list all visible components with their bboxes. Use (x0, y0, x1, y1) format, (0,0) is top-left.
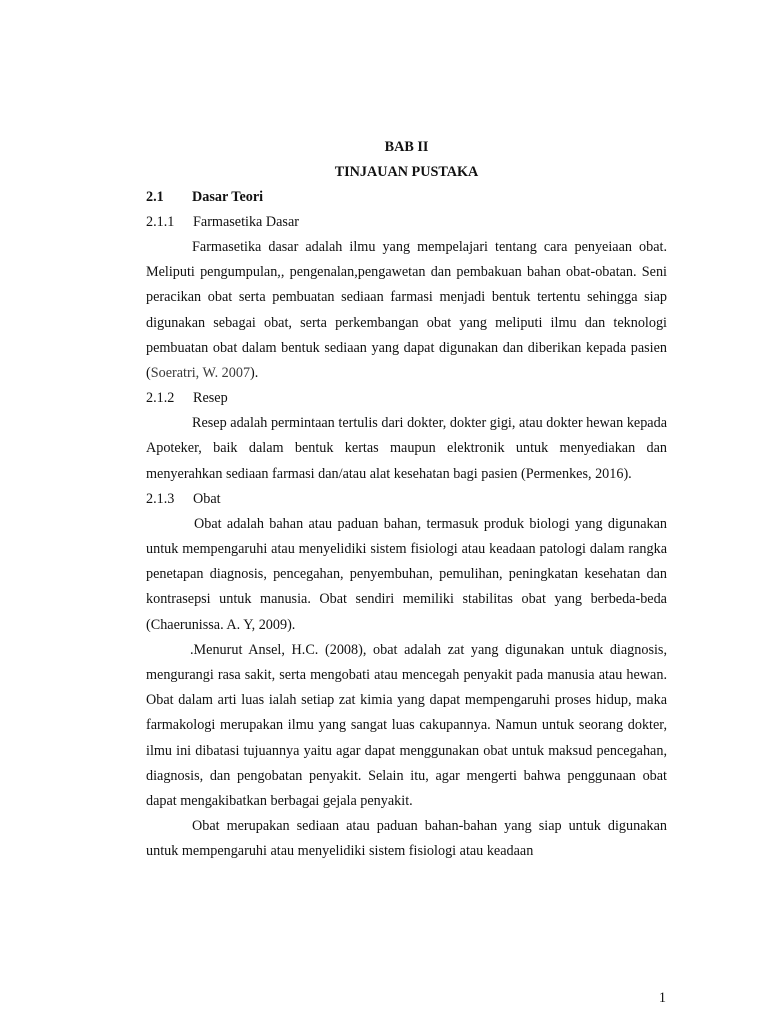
subsection-title: Obat (193, 490, 221, 507)
subsection-number: 2.1.2 (146, 390, 175, 407)
subsection-title: Farmasetika Dasar (193, 214, 299, 230)
paragraph-text: Farmasetika dasar adalah ilmu yang mempelajari tentang cara penyeiaan obat. Meliputi pengumpulan,, pengenalan,pengawetan dan pembakuan bahan obat-obatan. Seni peracikan obat serta pembuatan sediaan farmasi menjadi bentuk tertentu sehingga siap digunakan sebagai obat, serta perkembangan obat yang meliputi ilmu dan teknologi pembuatan obat dalam bentuk sediaan yang dapat digunakan dan diberikan kepada pasien ( (146, 239, 667, 382)
section-heading (146, 185, 667, 210)
subsection-heading-resep (146, 386, 667, 411)
paragraph-obat-2: .Menurut Ansel, H.C. (2008), obat adalah zat yang digunakan untuk diagnosis, mengurangi rasa sakit, serta mengobati atau mencegah penyakit pada manusia atau hewan. Obat dalam arti luas ialah setiap zat kimia yang dapat mempengaruhi proses hidup, maka farmakologi merupakan ilmu yang sangat luas cakupannya. Namun untuk seorang dokter, ilmu ini dibatasi tujuannya yaitu agar dapat menggunakan obat untuk maksud pencegahan, diagnosis, dan pengobatan penyakit. Selain itu, agar mengerti bahwa penggunaan obat dapat mengakibatkan berbagai gejala penyakit. (146, 641, 667, 810)
paragraph-obat-3: Obat merupakan sediaan atau paduan bahan-bahan yang siap untuk digunakan untuk mempengaruhi atau menyelidiki sistem fisiologi atau keadaan (146, 818, 667, 860)
citation: Soeratri, W. 2007 (150, 365, 251, 382)
subsection-title: Resep (193, 390, 228, 407)
page-content (146, 135, 667, 865)
page-number: 1 (658, 990, 666, 1006)
subsection-heading-farmasetika (146, 210, 667, 235)
citation-end: ). (250, 365, 259, 382)
subsection-number: 2.1.3 (146, 490, 175, 507)
subsection-heading-obat (146, 487, 667, 512)
chapter-label: BAB II (384, 139, 429, 155)
subsection-number: 2.1.1 (146, 214, 175, 230)
chapter-title: TINJAUAN PUSTAKA (334, 164, 479, 180)
section-title: Dasar Teori (192, 189, 264, 205)
section-number: 2.1 (146, 189, 164, 205)
paragraph-farmasetika (146, 235, 667, 386)
paragraph-resep: Resep adalah permintaan tertulis dari dokter, dokter gigi, atau dokter hewan kepada Apoteker, baik dalam bentuk kertas maupun elektronik untuk menyediakan dan menyerahkan sediaan farmasi dan/atau alat kesehatan bagi pasien (Permenkes, 2016). (146, 415, 667, 482)
paragraph-obat-1: Obat adalah bahan atau paduan bahan, termasuk produk biologi yang digunakan untuk mempengaruhi atau menyelidiki sistem fisiologi atau keadaan patologi dalam rangka penetapan diagnosis, pencegahan, penyembuhan, pemulihan, peningkatan kesehatan dan kontrasepsi untuk manusia. Obat sendiri memiliki stabilitas obat yang berbeda-beda (Chaerunissa. A. Y, 2009). (146, 515, 667, 633)
